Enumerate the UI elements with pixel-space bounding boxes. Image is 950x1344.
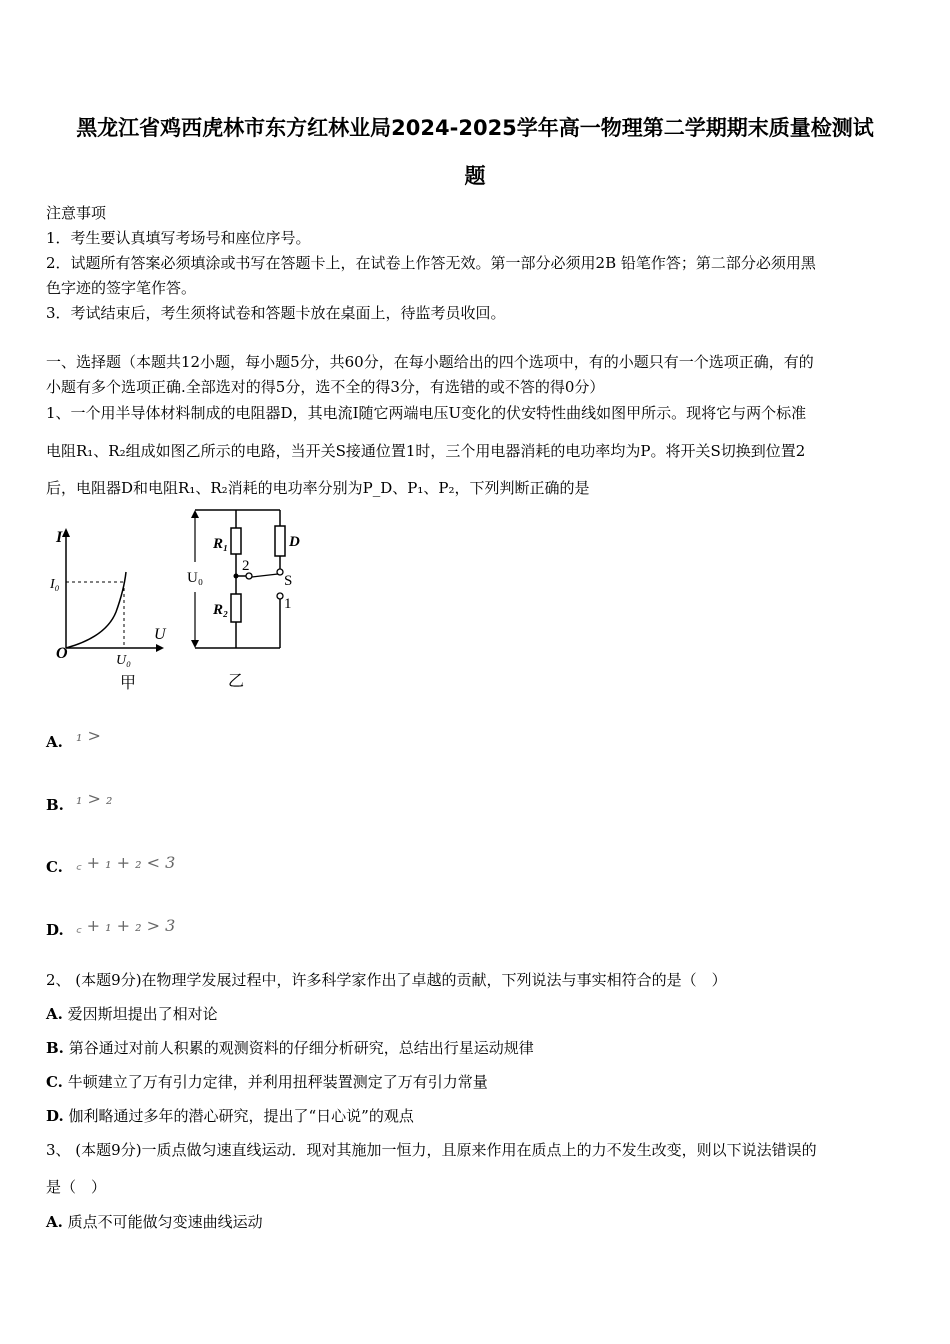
option-d-expression: ꜀ + ₁ + ₂ > 3: [76, 916, 176, 935]
origin-label: O: [56, 645, 68, 662]
switch-position-2: 2: [242, 558, 250, 574]
switch-position-1: 1: [284, 596, 292, 612]
figure-caption-yi: 乙: [228, 673, 245, 690]
figure-caption-jia: 甲: [120, 675, 137, 692]
question-3-option-a: [46, 1211, 906, 1232]
notice-item: 2．试题所有答案必须填涂或书写在答题卡上，在试卷上作答无效。第一部分必须用2B 铅笔作答；第二部分必须用黑: [46, 254, 816, 272]
question-2-option-d: [46, 1105, 906, 1126]
section-heading-continued: 小题有多个选项正确.全部选对的得5分，选不全的得3分，有选错的或不答的得0分）: [46, 378, 605, 396]
resistor-r2: [231, 594, 241, 622]
option-label: C.: [46, 858, 63, 876]
option-text: 质点不可能做匀变速曲线运动: [67, 1213, 263, 1231]
option-label: A.: [46, 1213, 63, 1231]
u0-label: U₀: [116, 653, 131, 668]
notice-item: 3．考试结束后，考生须将试卷和答题卡放在桌面上，待监考员收回。: [46, 304, 506, 322]
figure-circuit: [180, 506, 310, 692]
option-label: D.: [46, 921, 64, 939]
option-c-expression: ꜀ + ₁ + ₂ < 3: [76, 853, 176, 872]
option-b-expression: ₁ > ₂: [76, 789, 113, 808]
question-3-stem-continued: 是（ ）: [46, 1178, 107, 1196]
option-label: B.: [46, 1039, 64, 1057]
question-2-option-c: [46, 1071, 906, 1092]
i0-label: I₀: [50, 577, 60, 592]
resistor-d: [275, 526, 285, 556]
question-3-stem: 3、 (本题9分)一质点做匀速直线运动．现对其施加一恒力，且原来作用在质点上的力不发生改变，则以下说法错误的: [46, 1141, 817, 1159]
d-label: D: [289, 534, 300, 550]
u-axis-label: U: [154, 626, 166, 643]
question-1-stem: 后，电阻器D和电阻R₁、R₂消耗的电功率分别为P_D、P₁、P₂，下列判断正确的是: [46, 479, 590, 497]
question-1-stem: 1、一个用半导体材料制成的电阻器D，其电流I随它两端电压U变化的伏安特性曲线如图甲所示。现将它与两个标准: [46, 404, 807, 422]
option-text: 爱因斯坦提出了相对论: [67, 1005, 218, 1023]
notice-heading: 注意事项: [46, 204, 107, 222]
question-2-option-a: [46, 1003, 906, 1024]
option-label: B.: [46, 796, 64, 814]
figure-iu-curve: [46, 512, 176, 692]
question-2-option-b: [46, 1037, 906, 1058]
page-title: 黑龙江省鸡西虎林市东方红林业局2024-2025学年高一物理第二学期期末质量检测试: [76, 116, 874, 140]
option-label: C.: [46, 1073, 63, 1091]
r2-label: R₂: [213, 602, 229, 618]
notice-item: 色字迹的签字笔作答。: [46, 279, 197, 297]
option-label: A.: [46, 1005, 63, 1023]
i-axis-label: I: [56, 529, 63, 546]
resistor-r1: [231, 528, 241, 554]
page-title-continued: 题: [464, 164, 486, 188]
notice-item: 1．考生要认真填写考场号和座位序号。: [46, 229, 311, 247]
switch-s-label: S: [284, 573, 293, 589]
u0-voltage-label: U₀: [187, 570, 204, 586]
option-text: 伽利略通过多年的潜心研究，提出了“日心说”的观点: [68, 1107, 414, 1125]
question-1-stem: 电阻R₁、R₂组成如图乙所示的电路，当开关S接通位置1时，三个用电器消耗的电功率均为P。将开关S切换到位置2: [46, 442, 806, 460]
option-text: 第谷通过对前人积累的观测资料的仔细分析研究，总结出行星运动规律: [68, 1039, 534, 1057]
r1-label: R₁: [213, 536, 229, 552]
option-label: D.: [46, 1107, 64, 1125]
option-text: 牛顿建立了万有引力定律，并利用扭秤装置测定了万有引力常量: [67, 1073, 488, 1091]
option-a-expression: ₁ >: [76, 726, 101, 745]
question-2-stem: 2、 (本题9分)在物理学发展过程中，许多科学家作出了卓越的贡献，下列说法与事实相符合的是（ ）: [46, 971, 727, 989]
option-label: A.: [46, 733, 63, 751]
section-heading: 一、选择题（本题共12小题，每小题5分，共60分，在每小题给出的四个选项中，有的小题只有一个选项正确，有的: [46, 353, 814, 371]
